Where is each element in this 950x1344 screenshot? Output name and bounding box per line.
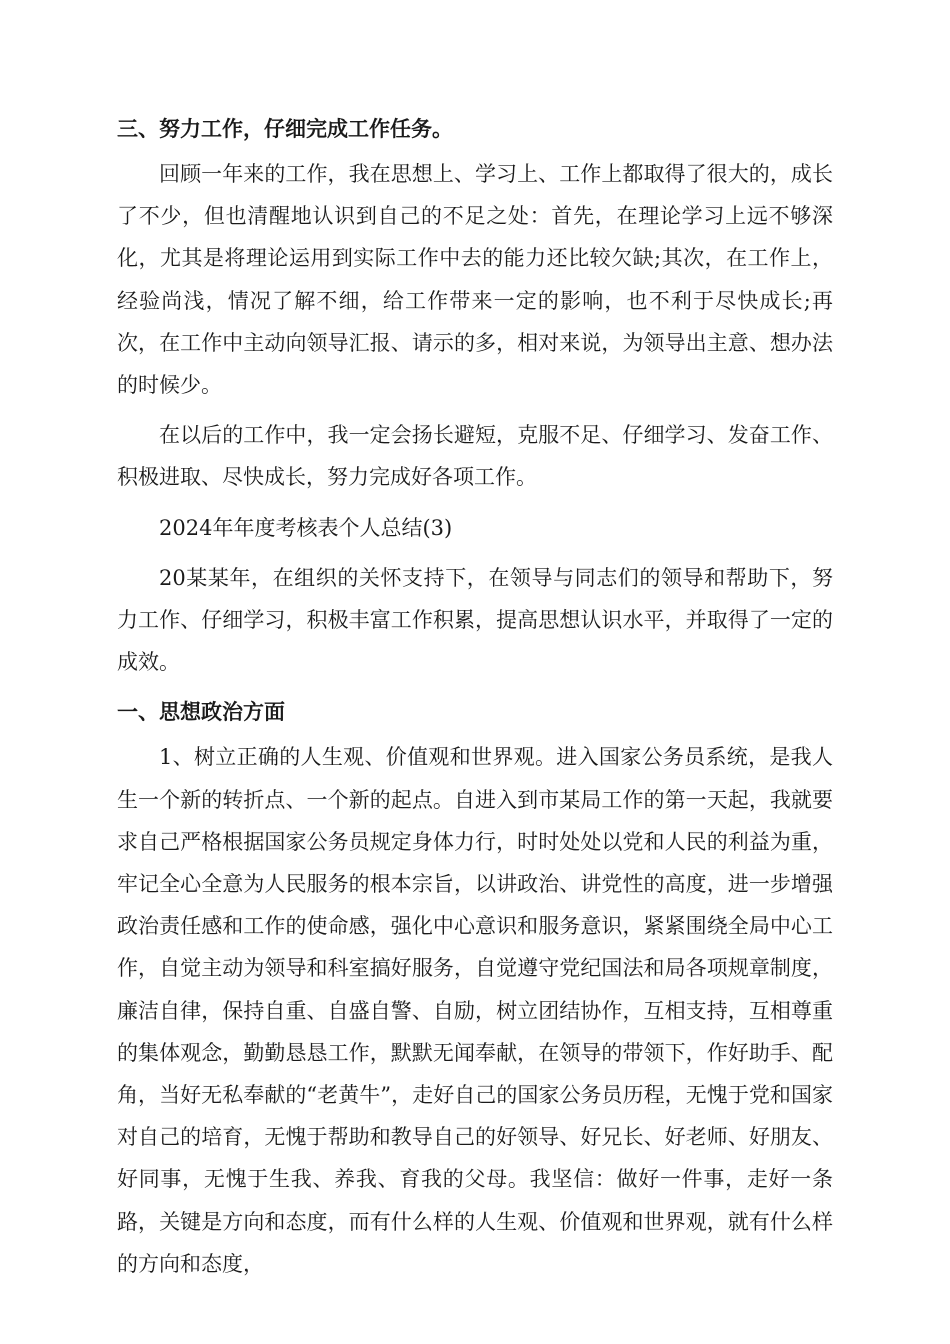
paragraph-worldview: 1、树立正确的人生观、价值观和世界观。进入国家公务员系统，是我人生一个新的转折点、一个新的起点。自进入到市某局工作的第一天起，我就要求自己严格根据国家公务员规定身体力行，时时处处以党和人民的利益为重，牢记全心全意为人民服务的根本宗旨，以讲政治、讲党性的高度，进一步增强政治责任感和工作的使命感，强化中心意识和服务意识，紧紧围绕全局中心工作，自觉主动为领导和科室搞好服务，自觉遵守党纪国法和局各项规章制度，廉洁自律，保持自重、自盛自警、自励，树立团结协作，互相支持，互相尊重的集体观念，勤勤恳恳工作，默默无闻奉献，在领导的带领下，作好助手、配角，当好无私奉献的“老黄牛”，走好自己的国家公务员历程，无愧于党和国家对自己的培育，无愧于帮助和教导自己的好领导、好兄长、好老师、好朋友、好同事，无愧于生我、养我、育我的父母。我坚信：做好一件事，走好一条路，关键是方向和态度，而有什么样的人生观、价值观和世界观，就有什么样的方向和态度， (117, 745, 833, 1276)
section-heading-political-thought: 一、思想政治方面 (117, 699, 285, 725)
paragraph-future-work: 在以后的工作中，我一定会扬长避短，克服不足、仔细学习、发奋工作、积极进取、尽快成长，努力完成好各项工作。 (117, 423, 833, 490)
paragraph-intro: 20某某年，在组织的关怀支持下，在领导与同志们的领导和帮助下，努力工作、仔细学习，积极丰富工作积累，提高思想认识水平，并取得了一定的成效。 (117, 565, 833, 675)
paragraph-review: 回顾一年来的工作，我在思想上、学习上、工作上都取得了很大的，成长了不少，但也清醒地认识到自己的不足之处：首先，在理论学习上远不够深化，尤其是将理论运用到实际工作中去的能力还比较欠缺;其次，在工作上，经验尚浅，情况了解不细，给工作带来一定的影响，也不利于尽快成长;再次，在工作中主动向领导汇报、请示的多，相对来说，为领导出主意、想办法的时候少。 (117, 162, 833, 398)
document-page (117, 108, 833, 1285)
section-heading-work-tasks: 三、努力工作，仔细完成工作任务。 (117, 116, 453, 141)
document-subtitle: 2024年年度考核表个人总结(3) (159, 515, 453, 540)
